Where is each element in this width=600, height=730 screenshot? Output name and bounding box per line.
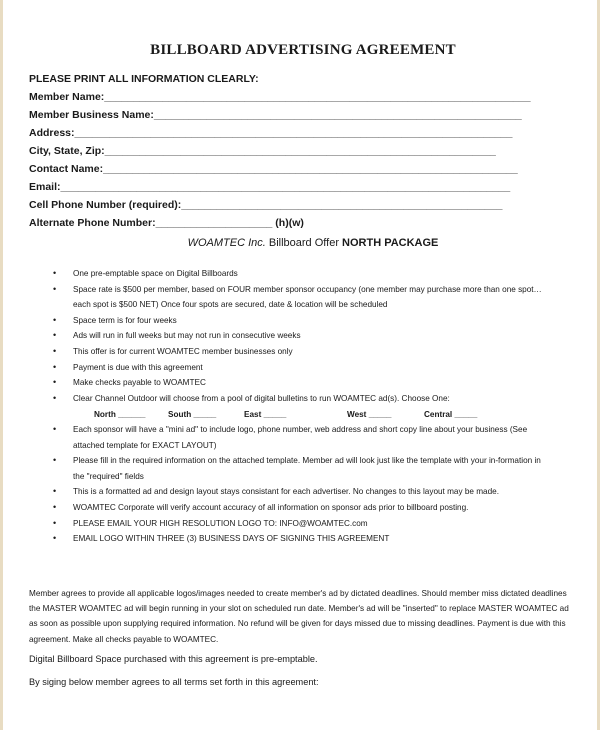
list-item: • Please fill in the required information on the attached template. Member ad will look just like the template with your in-formation in the "required" fields (53, 453, 553, 484)
region-east-option[interactable]: East _____ (244, 410, 287, 419)
member-business-name-field[interactable]: Member Business Name:_______________________________________________________________ (29, 109, 522, 121)
list-item: • EMAIL LOGO WITHIN THREE (3) BUSINESS DAYS OF SIGNING THIS AGREEMENT (53, 531, 553, 547)
list-item: • One pre-emptable space on Digital Billboards (53, 266, 553, 282)
package-heading (3, 237, 600, 249)
pre-emptable-note: Digital Billboard Space purchased with this agreement is pre-emptable. (29, 654, 318, 664)
terms-list (53, 266, 553, 547)
list-item: • PLEASE EMAIL YOUR HIGH RESOLUTION LOGO TO: INFO@WOAMTEC.com (53, 516, 553, 532)
contact-name-field[interactable]: Contact Name:_______________________________________________________________________ (29, 163, 518, 175)
list-item: • WOAMTEC Corporate will verify account accuracy of all information on sponsor ads prior to billboard posting. (53, 500, 553, 516)
offer-text: Billboard Offer (265, 237, 343, 249)
region-west-option[interactable]: West _____ (347, 410, 392, 419)
company-name: WOAMTEC Inc. (187, 237, 266, 249)
package-name: NORTH PACKAGE (342, 237, 439, 249)
document-title: BILLBOARD ADVERTISING AGREEMENT (150, 42, 456, 58)
list-item: • This offer is for current WOAMTEC member businesses only (53, 344, 553, 360)
member-name-field[interactable]: Member Name:_________________________________________________________________________ (29, 91, 531, 103)
list-item: • Payment is due with this agreement (53, 360, 553, 376)
list-item: • Clear Channel Outdoor will choose from a pool of digital bulletins to run WOAMTEC ad(s). Choose One: (53, 391, 553, 407)
cell-phone-field[interactable]: Cell Phone Number (required):_______________________________________________________ (29, 199, 503, 211)
terms-paragraph: Member agrees to provide all applicable logos/images needed to create member's ad by dictated deadlines. Should member miss dictated deadlines the MASTER WOAMTEC ad will begin running in your slot on scheduled run date. Member's ad will be "inserted" to replace MASTER WOAMTEC ad as soon as possible upon supplying required information. No refund will be given for days missed due to missing deadlines. Payment is due with this agreement. Make all checks payable to WOAMTEC. (29, 589, 569, 644)
region-north-option[interactable]: North ______ (94, 410, 146, 419)
address-field[interactable]: Address:___________________________________________________________________________ (29, 127, 513, 139)
list-item: • Each sponsor will have a "mini ad" to include logo, phone number, web address and short copy line about your business (See attached template for EXACT LAYOUT) (53, 422, 553, 453)
alternate-phone-field[interactable]: Alternate Phone Number:____________________ (h)(w) (29, 217, 304, 229)
list-item: • This is a formatted ad and design layout stays consistant for each advertiser. No changes to this layout may be made. (53, 484, 553, 500)
list-item: • Ads will run in full weeks but may not run in consecutive weeks (53, 328, 553, 344)
email-field[interactable]: Email:_____________________________________________________________________________ (29, 181, 511, 193)
list-item: • Space rate is $500 per member, based on FOUR member sponsor occupancy (one member may purchase more than one spot…each spot is $500 NET) Once four spots are secured, date & location will be scheduled (53, 282, 553, 313)
region-central-option[interactable]: Central _____ (424, 410, 478, 419)
signing-note: By siging below member agrees to all terms set forth in this agreement: (29, 677, 319, 687)
print-instruction: PLEASE PRINT ALL INFORMATION CLEARLY: (29, 73, 259, 85)
list-item: • Space term is for four weeks (53, 313, 553, 329)
city-state-zip-field[interactable]: City, State, Zip:___________________________________________________________________ (29, 145, 496, 157)
region-south-option[interactable]: South _____ (168, 410, 217, 419)
list-item: • Make checks payable to WOAMTEC (53, 375, 553, 391)
